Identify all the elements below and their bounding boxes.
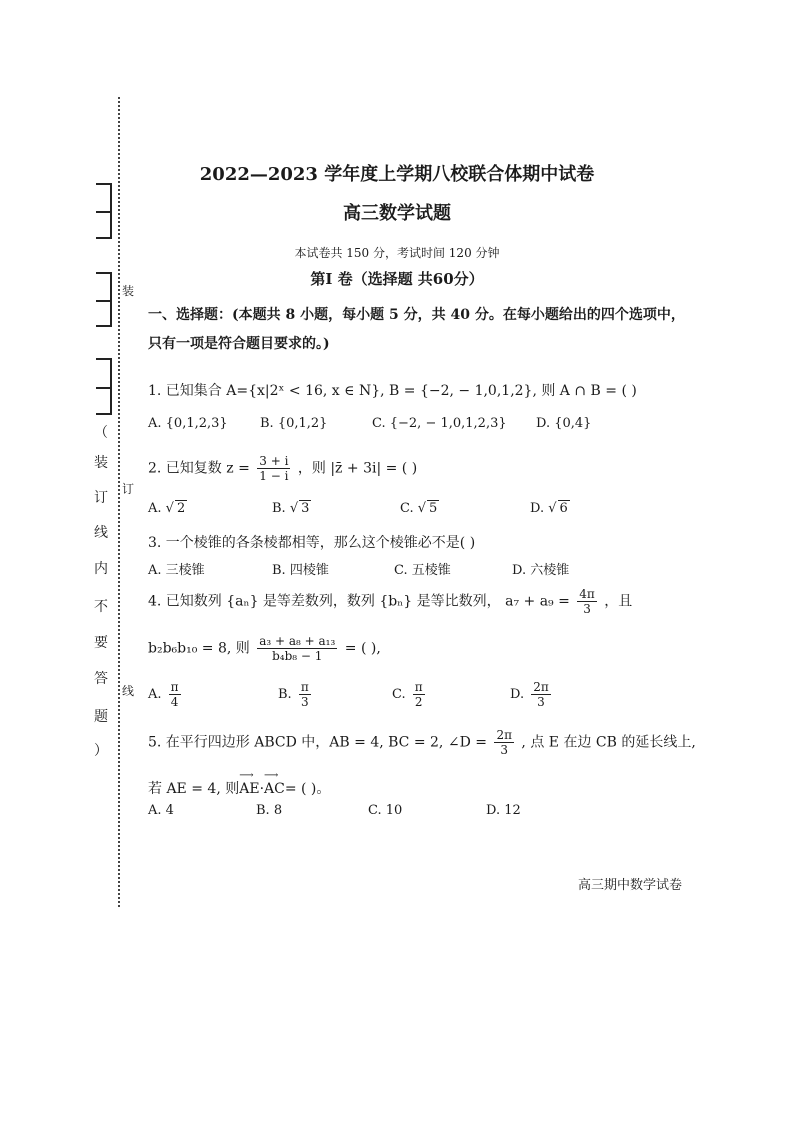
vertical-notice-char: 线 — [94, 525, 108, 541]
q4-option-b-den: 3 — [300, 695, 309, 709]
q2-option-a-label: A. — [148, 501, 162, 516]
q5-line2-prefix: 若 AE = 4, 则 — [148, 781, 240, 797]
vertical-notice-char: 不 — [94, 599, 108, 615]
question-2 — [148, 454, 417, 483]
q2-option-a: A. √ 2 — [148, 501, 186, 516]
side-label-zhuang: 装 — [122, 284, 135, 298]
q3-option-b: B. 四棱锥 — [272, 563, 329, 578]
exam-title: 2022—2023 学年度上学期八校联合体期中试卷 — [199, 164, 595, 185]
q1-option-d: D. {0,4} — [536, 416, 592, 431]
q4-option-d-label: D. — [510, 687, 525, 702]
exam-info: 本试卷共 150 分，考试时间 120 分钟 — [294, 246, 500, 260]
q4-option-c — [392, 680, 428, 709]
exam-subtitle: 高三数学试题 — [343, 203, 451, 224]
vertical-notice-char: 要 — [94, 635, 108, 651]
q1-option-a: A. {0,1,2,3} — [148, 416, 228, 431]
q2-option-b: B. √ 3 — [272, 501, 310, 516]
vertical-notice-char: 内 — [94, 561, 108, 577]
q2-option-c-label: C. — [400, 501, 414, 516]
q5-line2-suffix: = ( )。 — [284, 781, 331, 797]
q4-option-b-label: B. — [278, 687, 292, 702]
q2-suffix: ，则 |z̄ + 3i| = ( ) — [297, 460, 418, 477]
q1-option-c: C. {−2, − 1,0,1,2,3} — [372, 416, 507, 431]
q4-option-b — [278, 680, 314, 709]
q4-option-a-den: 4 — [170, 695, 179, 709]
q5-line1-prefix: 5. 在平行四边形 ABCD 中，AB = 4, BC = 2, ∠D = — [148, 734, 487, 751]
q5-option-d: D. 12 — [486, 803, 521, 818]
q2-frac-num: 3 + i — [259, 454, 289, 468]
q5-line1-den: 3 — [500, 743, 509, 757]
question-1: 1. 已知集合 A={x|2ˣ < 16, x ∈ N}, B = {−2, − 1,0,1,2}, 则 A ∩ B = ( ) — [148, 383, 637, 399]
instructions-line-1: 一、选择题：(本题共 8 小题，每小题 5 分，共 40 分。在每小题给出的四个选项中， — [148, 307, 685, 323]
question-3: 3. 一个棱锥的各条棱都相等，那么这个棱锥必不是( ) — [148, 535, 476, 551]
q4-line2-suffix: = ( ), — [344, 640, 381, 657]
q4-line2-num: a₃ + a₈ + a₁₃ — [259, 634, 336, 648]
q3-option-a: A. 三棱锥 — [148, 563, 205, 578]
question-5-line-1 — [148, 728, 696, 757]
q2-option-c-value: 5 — [429, 501, 438, 516]
vertical-notice-char: 订 — [94, 490, 108, 506]
q5-line1-num: 2π — [496, 728, 512, 742]
q1-option-b: B. {0,1,2} — [260, 416, 328, 431]
q5-option-b: B. 8 — [256, 803, 283, 818]
q4-option-a-label: A. — [148, 687, 162, 702]
q2-fraction — [257, 454, 290, 483]
q4-option-c-fraction — [413, 680, 425, 709]
section-title: 第Ⅰ 卷（选择题 共60分） — [310, 270, 484, 288]
q4-option-a — [148, 680, 184, 709]
q4-line1-num: 4π — [579, 587, 595, 601]
q4-line1-den: 3 — [583, 602, 591, 616]
question-5-line-2 — [148, 778, 330, 798]
q4-option-b-num: π — [300, 680, 309, 694]
vertical-notice-char: 答 — [94, 671, 108, 687]
question-4-line-2 — [148, 634, 381, 663]
q5-line1-fraction — [494, 728, 514, 757]
q4-option-c-den: 2 — [414, 695, 423, 709]
q5-dot: · — [259, 781, 265, 797]
q2-option-d: D. √ 6 — [530, 501, 568, 516]
q4-line2-den: b₄b₈ − 1 — [272, 649, 323, 663]
binding-bracket-3 — [96, 358, 112, 415]
q4-option-d-num: 2π — [533, 680, 549, 694]
q4-option-c-num: π — [414, 680, 423, 694]
q4-option-d — [510, 680, 554, 709]
question-4-line-1 — [148, 587, 632, 616]
q4-line2-fraction — [257, 634, 337, 663]
q5-option-c: C. 10 — [368, 803, 403, 818]
vertical-notice-char: （ — [94, 425, 108, 441]
q4-line2-prefix: b₂b₆b₁₀ = 8, 则 — [148, 640, 250, 657]
q3-option-c: C. 五棱锥 — [394, 563, 451, 578]
q4-option-d-fraction — [531, 680, 551, 709]
q5-line1-suffix: , 点 E 在边 CB 的延长线上, — [521, 734, 696, 751]
q2-frac-den: 1 − i — [259, 469, 289, 483]
q3-option-d: D. 六棱锥 — [512, 563, 570, 578]
q5-vector-ae: ⟶ AE — [239, 781, 259, 797]
q2-prefix: 2. 已知复数 z = — [148, 460, 250, 477]
vertical-notice-char: ） — [94, 743, 108, 759]
side-label-ding: 订 — [122, 482, 135, 496]
q4-option-d-den: 3 — [537, 695, 545, 709]
q2-option-b-value: 3 — [301, 501, 310, 516]
q4-option-c-label: C. — [392, 687, 406, 702]
q4-line1-fraction — [577, 587, 597, 616]
q2-option-c: C. √ 5 — [400, 501, 438, 516]
vertical-notice-char: 装 — [94, 455, 108, 471]
q4-option-b-fraction — [299, 680, 311, 709]
q4-line1-suffix: ，且 — [604, 593, 633, 610]
q4-option-a-num: π — [170, 680, 179, 694]
instructions-line-2: 只有一项是符合题目要求的。) — [148, 336, 330, 352]
q4-line1-prefix: 4. 已知数列 {aₙ} 是等差数列，数列 {bₙ} 是等比数列， a₇ + a₉ = — [148, 593, 570, 610]
q2-option-d-value: 6 — [559, 501, 568, 516]
q5-option-a: A. 4 — [148, 803, 174, 818]
side-label-xian: 线 — [122, 684, 135, 698]
q2-option-a-value: 2 — [176, 501, 186, 516]
vertical-notice-char: 题 — [94, 709, 108, 725]
q4-option-a-fraction — [169, 680, 181, 709]
q2-option-b-label: B. — [272, 501, 286, 516]
q5-vector-ac: ⟶ AC — [264, 781, 285, 797]
q2-option-d-label: D. — [530, 501, 545, 516]
page-footer: 高三期中数学试卷 — [578, 878, 683, 893]
